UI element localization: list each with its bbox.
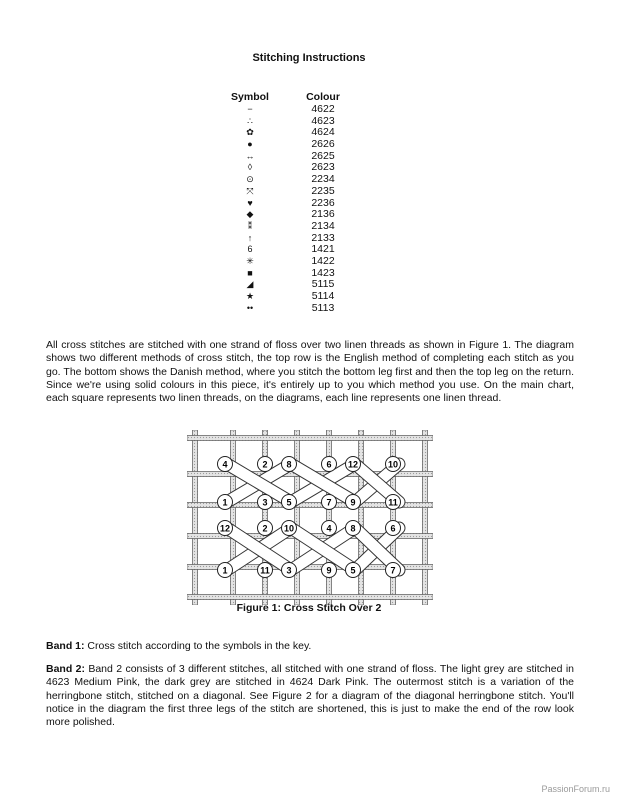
- svg-text:11: 11: [260, 565, 270, 576]
- svg-text:7: 7: [326, 497, 332, 508]
- svg-text:10: 10: [387, 459, 399, 470]
- colour-code: 4622: [311, 103, 335, 115]
- svg-text:4: 4: [222, 459, 228, 470]
- vertical-thread: [231, 430, 236, 605]
- svg-text:5: 5: [350, 565, 356, 576]
- stitch-order-label: [258, 457, 273, 472]
- diamond-outline-icon: ◊: [247, 162, 253, 173]
- key-row: [226, 162, 356, 174]
- colour-code: 1422: [311, 254, 335, 267]
- key-row: [226, 291, 356, 303]
- key-row: [226, 221, 356, 233]
- key-header-row: [226, 90, 356, 104]
- filled-diamond-icon: ◆: [246, 209, 254, 220]
- stitch-order-label: [386, 563, 401, 578]
- key-row: [226, 139, 356, 151]
- band1-text: Cross stitch according to the symbols in the key.: [84, 640, 312, 652]
- svg-text:2: 2: [262, 523, 268, 534]
- stitch-order-label: [322, 457, 337, 472]
- vertical-thread: [295, 430, 300, 605]
- colour-code: 2234: [311, 173, 335, 186]
- page-title: Stitching Instructions: [252, 52, 366, 64]
- band2-paragraph: [46, 663, 574, 729]
- stitch-order-label: [258, 495, 273, 510]
- svg-text:5: 5: [286, 497, 292, 508]
- star-icon: ★: [245, 291, 255, 301]
- cross-stitch-diagram: [187, 430, 433, 605]
- svg-text:6: 6: [390, 523, 396, 534]
- stitch-order-label: [322, 495, 337, 510]
- watermark: PassionForum.ru: [541, 784, 610, 794]
- colour-code: 2235: [311, 184, 335, 197]
- key-row: [226, 104, 356, 116]
- svg-text:12: 12: [219, 523, 231, 534]
- key-rows: [226, 104, 356, 314]
- circled-dot-icon: ⊙: [246, 174, 254, 185]
- svg-text:3: 3: [262, 497, 268, 508]
- stitch-order-label: [346, 563, 361, 578]
- colour-code: 1423: [311, 266, 335, 279]
- svg-text:1: 1: [222, 497, 228, 508]
- asterisk-icon: ✳: [246, 255, 254, 266]
- stitch-order-label: [282, 495, 297, 510]
- colour-code: 2625: [311, 149, 335, 162]
- symbol-key-table: [226, 90, 356, 314]
- key-row: [226, 127, 356, 139]
- crossed-arrows-icon: ⤧: [246, 185, 254, 196]
- band2-text: Band 2 consists of 3 different stitches, all stitched with one strand of floss. The light grey are stitched in 4623 Medium Pink, the dark grey are stitched in 4624 Dark Pink. The outermost stitch is a variation of the herringbone stitch, stitched on a diagonal. See Figure 2 for a diagram of the diagonal herringbone stitch. You'll notice in the diagram the first three legs of the stitch are shortened, this is just to make the end of the row look more polished.: [46, 663, 574, 729]
- intro-paragraph: All cross stitches are stitched with one strand of floss over two linen threads as shown in Figure 1. The diagram shows two different methods of cross stitch, the top row is the English method of completing each stitch as you go. The bottom shows the Danish method, where you stitch the bottom leg first and then the top leg on the return. Since we're using solid colours in this piece, it's entirely up to you which method you use. On the main chart, each square represents two linen threads, on the diagrams, each line represents one linen thread.: [46, 339, 574, 405]
- colour-code: 1421: [311, 243, 335, 256]
- svg-text:12: 12: [347, 459, 359, 470]
- svg-text:10: 10: [283, 523, 295, 534]
- key-row: [226, 244, 356, 256]
- stitch-order-label: [218, 495, 233, 510]
- horizontal-thread: [187, 595, 433, 600]
- colour-code: 5113: [311, 301, 335, 314]
- svg-text:9: 9: [326, 565, 332, 576]
- svg-text:3: 3: [286, 565, 292, 576]
- stitch-order-label: [386, 495, 401, 510]
- filled-square-icon: ■: [247, 267, 253, 278]
- svg-text:9: 9: [350, 497, 356, 508]
- colour-code: 2136: [311, 208, 335, 221]
- hand-icon: ◢: [246, 279, 254, 290]
- stitch-order-label: [322, 521, 337, 536]
- colour-code: 2134: [311, 219, 335, 232]
- colour-code: 2623: [311, 161, 335, 174]
- colour-column-header: Colour: [306, 91, 340, 103]
- heart-icon: ♥: [247, 197, 253, 208]
- key-row: [226, 186, 356, 198]
- stitch-order-label: [218, 563, 233, 578]
- svg-text:8: 8: [350, 523, 356, 534]
- stitch-order-label: [346, 521, 361, 536]
- band1-label: Band 1:: [46, 640, 85, 652]
- colour-code: 4623: [311, 114, 335, 127]
- stitch-order-label: [282, 563, 297, 578]
- colour-code: 2133: [311, 231, 335, 244]
- up-arrow-icon: ↑: [247, 232, 253, 243]
- key-row: [226, 209, 356, 221]
- key-row: [226, 303, 356, 315]
- key-row: [226, 174, 356, 186]
- key-row: [226, 116, 356, 128]
- stitch-order-label: [258, 563, 273, 578]
- colour-code: 5115: [311, 278, 335, 291]
- filled-circle-icon: ●: [247, 139, 253, 150]
- six-glyph-icon: 6: [247, 244, 253, 255]
- stitch-order-label: [346, 457, 361, 472]
- key-row: [226, 256, 356, 268]
- double-arrow-icon: ↔: [245, 150, 255, 161]
- colour-code: 2236: [311, 196, 335, 209]
- two-dots-icon: ••: [246, 302, 254, 313]
- symbol-column-header: Symbol: [231, 91, 269, 103]
- vertical-thread: [423, 430, 428, 605]
- stitch-order-label: [218, 521, 233, 536]
- svg-text:2: 2: [262, 459, 268, 470]
- band2-label: Band 2:: [46, 663, 85, 675]
- flower-icon: ✿: [246, 127, 254, 138]
- stitch-order-label: [386, 521, 401, 536]
- stitch-order-label: [282, 457, 297, 472]
- stitch-order-label: [282, 521, 297, 536]
- svg-text:11: 11: [388, 497, 398, 508]
- stitch-order-label: [346, 495, 361, 510]
- figure-caption: Figure 1: Cross Stitch Over 2: [236, 602, 382, 614]
- stitch-order-label: [218, 457, 233, 472]
- three-dots-icon: ∴: [247, 115, 253, 126]
- stitch-order-label: [386, 457, 401, 472]
- colour-code: 4624: [311, 126, 335, 139]
- key-row: [226, 198, 356, 210]
- key-row: [226, 151, 356, 163]
- vertical-thread: [359, 430, 364, 605]
- vertical-thread: [193, 430, 198, 605]
- svg-text:4: 4: [326, 523, 332, 534]
- colour-code: 2626: [311, 138, 335, 151]
- stitch-order-label: [258, 521, 273, 536]
- stacked-dots-icon: ⁑: [247, 220, 253, 231]
- key-row: [226, 268, 356, 280]
- dash-icon: −: [247, 104, 253, 114]
- horizontal-thread: [187, 436, 433, 441]
- key-row: [226, 233, 356, 245]
- band1-paragraph: [46, 640, 574, 653]
- colour-code: 5114: [311, 290, 335, 302]
- stitch-order-label: [322, 563, 337, 578]
- svg-text:6: 6: [326, 459, 332, 470]
- svg-text:7: 7: [390, 565, 396, 576]
- svg-text:8: 8: [286, 459, 292, 470]
- svg-text:1: 1: [222, 565, 228, 576]
- key-row: [226, 279, 356, 291]
